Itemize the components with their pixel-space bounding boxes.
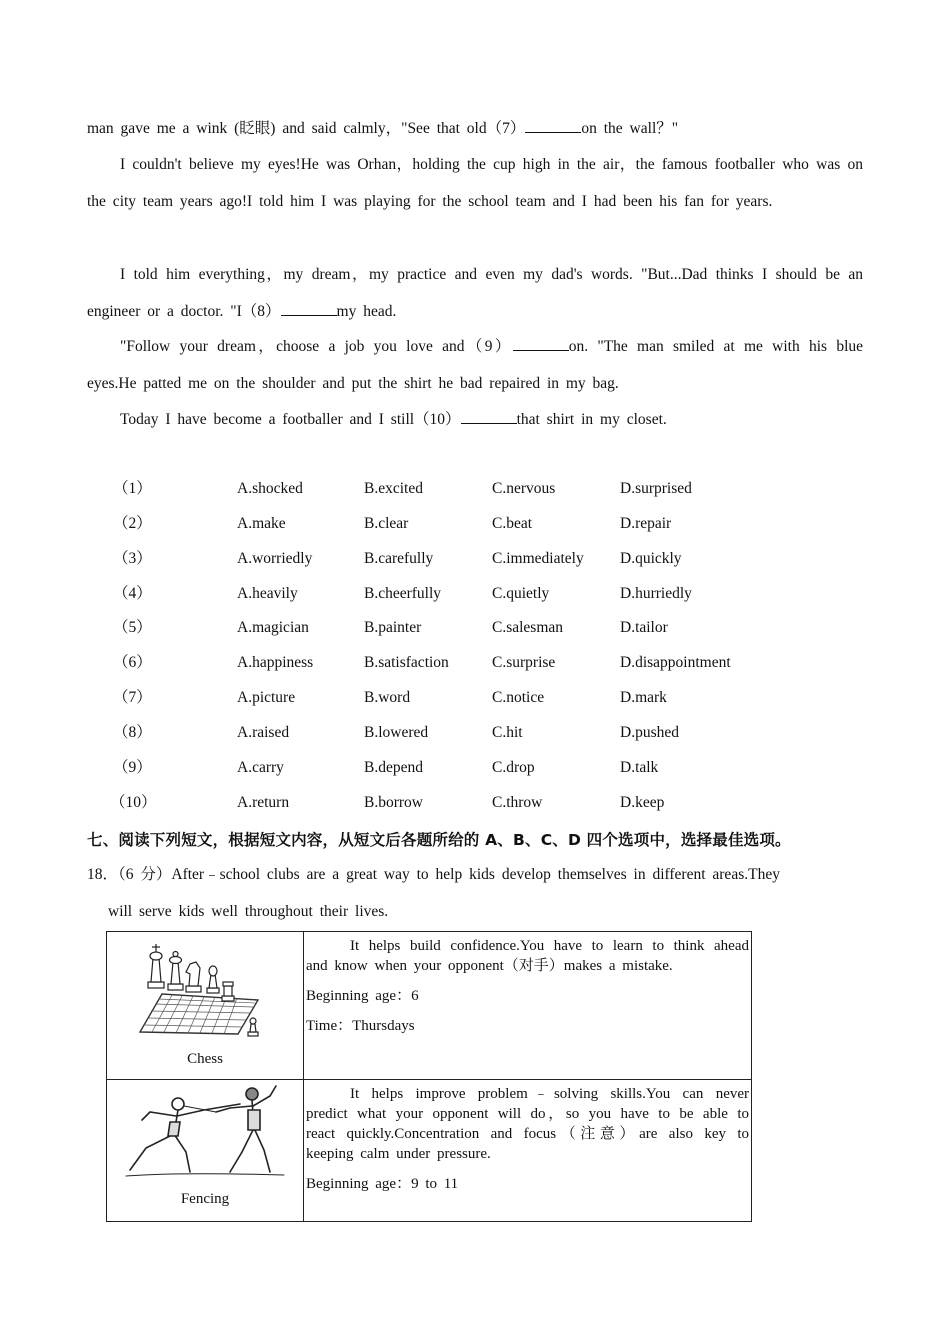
option-b[interactable]: B.depend [364,759,423,776]
fencing-description-cell [304,1080,752,1222]
question-number: （1） [113,480,152,497]
option-c[interactable]: C.throw [492,794,543,811]
question-number: （2） [113,515,152,532]
section-heading: 七、阅读下列短文，根据短文内容，从短文后各题所给的 A、B、C、D 四个选项中，选择最佳选项。 [87,831,791,849]
question-number: （10） [110,794,157,811]
option-c[interactable]: C.salesman [492,619,564,636]
option-d[interactable]: D.talk [620,759,659,776]
passage-paragraph-4 [87,401,863,438]
option-b[interactable]: B.word [364,689,411,706]
option-d[interactable]: D.mark [620,689,667,706]
question-number: （3） [113,550,152,567]
club-label-chess: Chess [187,1051,223,1067]
option-b[interactable]: B.borrow [364,794,423,811]
passage-line-0 [87,110,863,147]
option-row [0,618,950,653]
option-a[interactable]: A.happiness [237,654,314,671]
option-c[interactable]: C.immediately [492,550,584,567]
option-d[interactable]: D.keep [620,794,665,811]
fencing-image-cell [107,1080,304,1222]
option-d[interactable]: D.repair [620,515,672,532]
option-row [0,479,950,514]
club-row-fencing [107,1080,752,1222]
option-b[interactable]: B.carefully [364,550,434,567]
question-number: （9） [113,759,152,776]
chess-time: Time：Thursdays [306,1018,415,1034]
chess-beginning-age: Beginning age：6 [306,988,419,1004]
option-a[interactable]: A.worriedly [237,550,313,567]
option-b[interactable]: B.clear [364,515,409,532]
option-c[interactable]: C.beat [492,515,533,532]
option-c[interactable]: C.hit [492,724,523,741]
option-a[interactable]: A.magician [237,619,309,636]
passage-text: Today I have become a footballer and I still（10） [120,411,461,428]
passage-paragraph-3 [87,328,863,402]
passage-text: that shirt in my closet. [516,411,667,428]
question-number: （4） [113,585,152,602]
chess-illustration [130,934,280,1044]
fencing-illustration [120,1082,290,1182]
club-label-fencing: Fencing [180,1191,230,1207]
answer-blank-7[interactable] [525,118,581,133]
passage-text: my head. [336,303,397,320]
option-b[interactable]: B.satisfaction [364,654,449,671]
option-a[interactable]: A.return [237,794,290,811]
option-row [0,688,950,723]
question-18-stem [87,856,863,930]
option-d[interactable]: D.quickly [620,550,682,567]
passage-text: man gave me a wink (眨眼) and said calmly，"See that old（7） [87,120,526,137]
option-b[interactable]: B.lowered [364,724,429,741]
option-c[interactable]: C.drop [492,759,535,776]
fencing-description: It helps improve problem﹣solving skills.You can never predict what your opponent will do，so you have to be able to react quickly.Concentration and focus（注意）are also key to keeping calm under pressure. [306,1086,749,1162]
passage-text: on the wall？" [581,120,679,137]
chess-description: It helps build confidence.You have to learn to think ahead and know when your opponent（对手）makes a mistake. [306,938,749,974]
chess-description-cell [304,932,752,1080]
option-a[interactable]: A.picture [237,689,296,706]
option-c[interactable]: C.surprise [492,654,556,671]
answer-blank-9[interactable] [513,336,569,351]
question-number: （6） [113,654,152,671]
passage-text: I told him everything，my dream，my practice and even my dad's words. "But...Dad thinks I should be an engineer or a doctor. "I（8） [87,266,863,320]
clubs-table [106,931,752,1222]
option-d[interactable]: D.hurriedly [620,585,692,602]
option-c[interactable]: C.nervous [492,480,556,497]
passage-paragraph-2 [87,256,863,330]
option-row [0,584,950,619]
option-d[interactable]: D.tailor [620,619,668,636]
option-c[interactable]: C.quietly [492,585,550,602]
option-b[interactable]: B.excited [364,480,423,497]
passage-text: on. "The man smiled at me with his blue eyes.He patted me on the shoulder and put the shirt he bad repaired in my bag. [87,338,864,392]
question-number: （8） [113,724,152,741]
club-row-chess [107,932,752,1080]
option-d[interactable]: D.surprised [620,480,692,497]
chess-image-cell [107,932,304,1080]
option-a[interactable]: A.shocked [237,480,303,497]
passage-paragraph-1: I couldn't believe my eyes!He was Orhan，holding the cup high in the air，the famous footballer who was on the city team years ago!I told him I was playing for the school team and I had been his fan for years. [87,156,863,210]
option-d[interactable]: D.disappointment [620,654,731,671]
option-a[interactable]: A.carry [237,759,284,776]
fencing-beginning-age: Beginning age：9 to 11 [306,1176,459,1192]
answer-blank-8[interactable] [281,301,337,316]
option-row [0,549,950,584]
option-row [0,653,950,688]
option-c[interactable]: C.notice [492,689,545,706]
option-a[interactable]: A.raised [237,724,290,741]
answer-blank-10[interactable] [461,409,517,424]
passage-text: "Follow your dream，choose a job you love and（9） [120,338,513,355]
question-number: （7） [113,689,152,706]
option-row [0,758,950,793]
option-d[interactable]: D.pushed [620,724,679,741]
option-row [0,793,950,828]
option-row [0,723,950,758]
question-stem-continuation: will serve kids well throughout their lives. [108,903,389,920]
question-number: （5） [113,619,152,636]
option-b[interactable]: B.painter [364,619,422,636]
option-a[interactable]: A.make [237,515,286,532]
option-b[interactable]: B.cheerfully [364,585,442,602]
question-stem-line: 18．（6 分）After﹣school clubs are a great way to help kids develop themselves in different areas.They [87,866,780,883]
option-row [0,514,950,549]
option-a[interactable]: A.heavily [237,585,298,602]
